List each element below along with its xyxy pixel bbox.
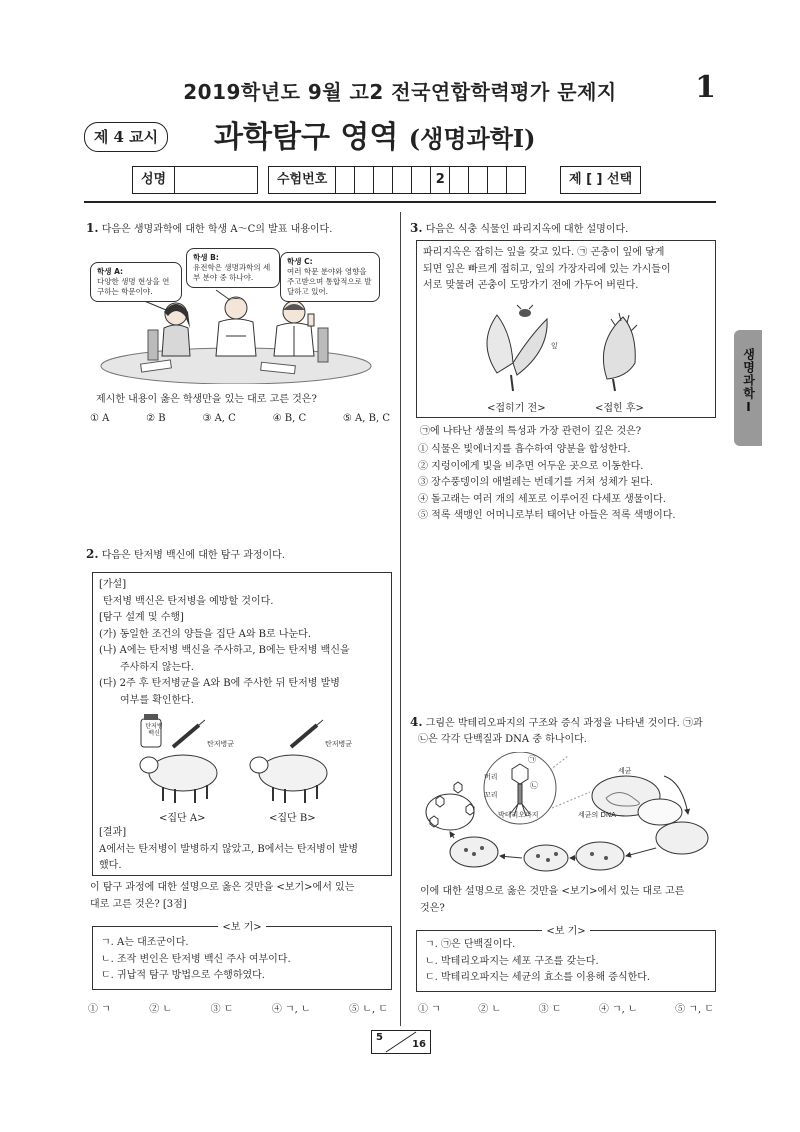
- bogi-item: ㄷ. 귀납적 탐구 방법으로 수행하였다.: [101, 970, 265, 981]
- q3-box-text: [423, 245, 713, 295]
- group-a-caption: <집단 A>: [159, 813, 206, 824]
- flytrap-illustration: [467, 303, 667, 393]
- digit-cell: [374, 167, 393, 193]
- bubble-c-name: 학생 C:: [287, 257, 313, 266]
- phage-diagram: [420, 752, 716, 878]
- q3-description-box: [416, 240, 716, 418]
- q2-experiment-box: [92, 572, 392, 876]
- exam-title: 2019학년도 9월 고2 전국연합학력평가 문제지: [183, 80, 617, 104]
- q3-box-line2: 되면 잎은 빠르게 접히고, 잎의 가장자리에 있는 가시들이: [423, 263, 671, 275]
- digit-cell: [488, 167, 507, 193]
- label-bacterium: 세균: [618, 767, 632, 775]
- q2-stem: [86, 546, 396, 564]
- step-na-line2: 주사하지 않는다.: [120, 661, 194, 673]
- q2-bogi-items: [101, 935, 291, 985]
- q2-box-text: [99, 577, 387, 709]
- step-na-line1: (나) A에는 탄저병 백신을 주사하고, B에는 탄저병 백신을: [99, 645, 350, 656]
- choice-4[interactable]: ④ B, C: [272, 413, 307, 424]
- result-label: [결과]: [99, 827, 127, 838]
- choice-5[interactable]: ⑤ ㄱ, ㄷ: [675, 1004, 714, 1015]
- caption-after: <접힌 후>: [595, 403, 644, 414]
- choice-2[interactable]: ② ㄴ: [478, 1004, 502, 1015]
- q1-number: 1.: [86, 221, 99, 235]
- choice-3[interactable]: ③ A, C: [202, 413, 236, 424]
- bubble-c-text: 여러 학문 분야와 영향을 주고받으며 통합적으로 발달하고 있어.: [287, 267, 372, 296]
- exam-number-field: [268, 166, 526, 194]
- choice-5[interactable]: ⑤ 적록 색맹인 어머니로부터 태어난 아들은 적록 색맹이다.: [418, 510, 676, 521]
- q3-box-line1: 파리지옥은 잡히는 잎을 갖고 있다. ㉠ 곤충이 잎에 닿게: [423, 247, 665, 258]
- label-bacterial-dna: 세균의 DNA: [578, 811, 616, 819]
- exam-number-label: 수험번호: [269, 167, 336, 193]
- subject-main: 과학탐구 영역: [214, 120, 399, 155]
- bubble-a-name: 학생 A:: [97, 267, 124, 276]
- bogi-item: ㄴ. 조작 변인은 탄저병 백신 주사 여부이다.: [101, 953, 291, 965]
- choice-3[interactable]: ③ ㄷ: [210, 1004, 234, 1015]
- choice-4[interactable]: ④ ㄱ, ㄴ: [598, 1004, 638, 1015]
- header-rule: [84, 201, 716, 203]
- bogi-item: ㄷ. 박테리오파지는 세균의 효소를 이용해 증식한다.: [425, 972, 651, 983]
- page-counter: [371, 1030, 431, 1054]
- choice-4[interactable]: ④ ㄱ, ㄴ: [271, 1004, 311, 1015]
- leaf-label: 잎: [551, 342, 558, 350]
- q2-bogi-title: [93, 918, 391, 933]
- digit-cell: [336, 167, 355, 193]
- page-number: 1: [695, 70, 716, 105]
- choice-3[interactable]: ③ 장수풍뎅이의 애벌레는 번데기를 거쳐 성체가 된다.: [418, 477, 654, 488]
- choice-4[interactable]: ④ 돌고래는 여러 개의 세포로 이루어진 다세포 생물이다.: [418, 493, 666, 505]
- caption-before: <접히기 전>: [487, 403, 546, 414]
- bogi-item: ㄱ. ㉠은 단백질이다.: [425, 939, 516, 950]
- choice-3[interactable]: ③ ㄷ: [538, 1004, 562, 1015]
- page-total: 16: [412, 1039, 426, 1050]
- digit-cell: [450, 167, 469, 193]
- choice-1[interactable]: ① ㄱ: [418, 1004, 441, 1015]
- step-ga: (가) 동일한 조건의 양들을 집단 A와 B로 나눈다.: [99, 628, 312, 640]
- hypothesis-text: 탄저병 백신은 탄저병을 예방할 것이다.: [103, 595, 274, 607]
- q2-question-line1: 이 탐구 과정에 대한 설명으로 옳은 것만을 <보기>에서 있는: [90, 882, 355, 893]
- q3-box-line3: 서로 맞물려 곤충이 도망가기 전에 가두어 버린다.: [423, 280, 639, 291]
- subject-title: [214, 112, 535, 156]
- q2-bogi-box: [92, 922, 392, 990]
- design-label: [탐구 설계 및 수행]: [99, 612, 184, 623]
- group-b-caption: <집단 B>: [269, 813, 316, 824]
- q4-bogi-title-text: <보 기>: [542, 926, 589, 937]
- q4-question: [420, 884, 720, 917]
- q4-stem: [410, 714, 722, 748]
- bubble-b-text: 유전학은 생명과학의 세부 분야 중 하나야.: [193, 263, 271, 282]
- subject-side-tab: [734, 330, 762, 446]
- choice-1[interactable]: ① ㄱ: [88, 1004, 111, 1015]
- step-da-line1: (다) 2주 후 탄저병균을 A와 B에 주사한 뒤 탄저병 발병: [99, 678, 340, 689]
- q1-stem: [86, 220, 396, 238]
- q4-stem-line1: 그림은 박테리오파지의 구조와 증식 과정을 나타낸 것이다. ㉠과: [425, 718, 703, 729]
- q1-question: 제시한 내용이 옳은 학생만을 있는 대로 고른 것은?: [96, 394, 317, 405]
- choice-2[interactable]: ② B: [146, 413, 166, 424]
- q1-illustration: [86, 244, 396, 384]
- choice-5[interactable]: ⑤ ㄴ, ㄷ: [349, 1004, 388, 1015]
- q4-question-line1: 이에 대한 설명으로 옳은 것만을 <보기>에서 있는 대로 고른: [420, 886, 685, 897]
- selection-label: 제 [ ] 선택: [569, 172, 633, 187]
- side-tab-text: 생명과학Ⅰ: [741, 348, 756, 415]
- q4-bogi-title: [417, 922, 715, 937]
- phage-cycle-illustration: [420, 752, 716, 878]
- bubble-student-a: [90, 262, 182, 302]
- q4-stem-line2: ㉡은 각각 단백질과 DNA 중 하나이다.: [418, 734, 587, 745]
- label-tail: 꼬리: [484, 791, 498, 799]
- q3-choices: [418, 442, 718, 525]
- bogi-item: ㄱ. A는 대조군이다.: [101, 937, 189, 948]
- q4-choices: [418, 1000, 714, 1015]
- digit-cell: [355, 167, 374, 193]
- bubble-student-b: [186, 248, 280, 288]
- q3-number: 3.: [410, 221, 423, 235]
- q4-question-line2: 것은?: [420, 902, 445, 914]
- choice-5[interactable]: ⑤ A, B, C: [342, 413, 390, 424]
- q4-bogi-box: [416, 926, 716, 992]
- vial-label: 탄저병 백신: [145, 723, 163, 737]
- q3-question: ㉠에 나타난 생물의 특성과 가장 관련이 깊은 것은?: [420, 426, 642, 437]
- label-g2: ㉡: [530, 781, 538, 790]
- q1-stem-text: 다음은 생명과학에 대한 학생 A～C의 발표 내용이다.: [101, 224, 333, 235]
- page-current: 5: [376, 1032, 383, 1043]
- bogi-item: ㄴ. 박테리오파지는 세포 구조를 갖는다.: [425, 955, 599, 967]
- digit-cell-filled: 2: [431, 167, 450, 193]
- digit-cell: [469, 167, 488, 193]
- digit-cell: [393, 167, 412, 193]
- q2-result: [99, 825, 387, 875]
- bubble-a-text: 다양한 생명 현상을 연구하는 학문이야.: [97, 277, 170, 296]
- sheep-illustration: [133, 713, 363, 805]
- label-g1: ㉠: [528, 755, 536, 764]
- step-da-line2: 여부를 확인한다.: [120, 694, 194, 706]
- name-field: [132, 166, 258, 194]
- q2-number: 2.: [86, 547, 99, 561]
- syringe-label-a: 탄저병균: [207, 740, 235, 748]
- q2-question-line2: 대로 고른 것은? [3점]: [90, 898, 187, 910]
- q2-question: [90, 880, 394, 913]
- result-text-line1: A에서는 탄저병이 발병하지 않았고, B에서는 탄저병이 발병: [99, 843, 359, 855]
- label-phage: 박테리오파지: [498, 811, 539, 819]
- result-text-line2: 했다.: [99, 860, 122, 871]
- q2-choices: [88, 1000, 388, 1015]
- q2-bogi-title-text: <보 기>: [218, 922, 265, 933]
- period-badge: 제 4 교시: [84, 122, 168, 152]
- q4-bogi-items: [425, 937, 650, 987]
- selection-field: [560, 166, 641, 194]
- label-head: 머리: [484, 773, 498, 781]
- q3-stem-text: 다음은 식충 식물인 파리지옥에 대한 설명이다.: [425, 224, 629, 235]
- q1-choices: [90, 413, 390, 424]
- choice-2[interactable]: ② 지렁이에게 빛을 비추면 어두운 곳으로 이동한다.: [418, 460, 644, 472]
- choice-2[interactable]: ② ㄴ: [149, 1004, 173, 1015]
- syringe-label-b: 탄저병균: [325, 740, 353, 748]
- digit-cell: [412, 167, 431, 193]
- q4-number: 4.: [410, 715, 423, 729]
- bubble-student-c: [280, 252, 380, 302]
- name-blank: [175, 167, 257, 193]
- q2-stem-text: 다음은 탄저병 백신에 대한 탐구 과정이다.: [101, 550, 286, 561]
- q3-stem: [410, 220, 720, 238]
- choice-1[interactable]: ① 식물은 빛에너지를 흡수하여 양분을 합성한다.: [418, 444, 631, 455]
- column-divider: [400, 212, 401, 1026]
- digit-cell: [507, 167, 525, 193]
- name-label: 성명: [133, 167, 175, 193]
- hypothesis-label: [가설]: [99, 579, 127, 590]
- choice-1[interactable]: ① A: [90, 413, 110, 424]
- subject-sub: (생명과학Ⅰ): [408, 124, 536, 153]
- bubble-b-name: 학생 B:: [193, 253, 219, 262]
